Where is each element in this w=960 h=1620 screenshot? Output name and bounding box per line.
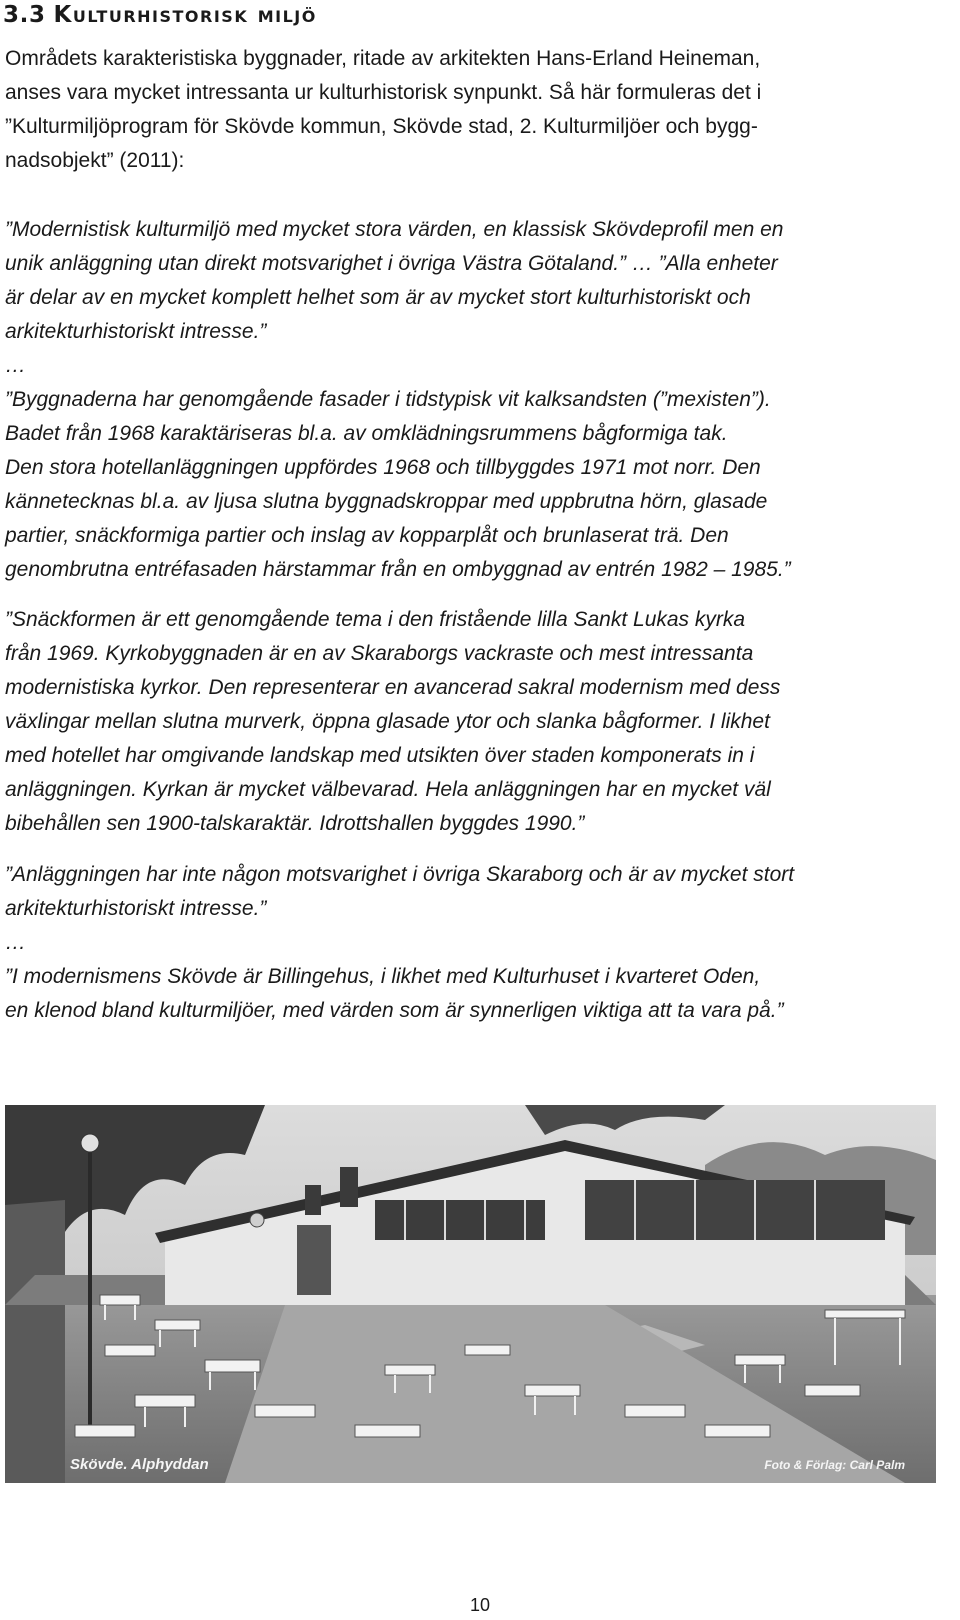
chimney xyxy=(305,1185,321,1215)
chimney xyxy=(340,1167,358,1207)
quote-line: genombrutna entréfasaden härstammar från en ombyggnad av entrén 1982 – 1985.” xyxy=(5,558,791,581)
quote-line: arkitekturhistoriskt intresse.” xyxy=(5,897,267,920)
quote-block-2 xyxy=(5,603,940,841)
section-heading xyxy=(3,2,317,28)
intro-line: ”Kulturmiljöprogram för Skövde kommun, Skövde stad, 2. Kulturmiljöer och bygg- xyxy=(5,115,758,138)
section-title: Kulturhistorisk miljö xyxy=(53,2,317,28)
ellipsis-line: … xyxy=(5,354,26,377)
ellipsis-line: … xyxy=(5,931,26,954)
lamp-globe xyxy=(81,1134,99,1152)
historic-photo xyxy=(5,1105,936,1483)
quote-block-3 xyxy=(5,858,940,1028)
section-number: 3.3 xyxy=(3,2,46,28)
quote-line: Badet från 1968 karaktäriseras bl.a. av omklädningsrummens bågformiga tak. xyxy=(5,422,728,445)
intro-line: nadsobjekt” (2011): xyxy=(5,149,185,172)
building-windows xyxy=(585,1180,885,1240)
intro-line: Områdets karakteristiska byggnader, ritade av arkitekten Hans-Erland Heineman, xyxy=(5,47,761,70)
building-door xyxy=(297,1225,331,1295)
quote-line: från 1969. Kyrkobyggnaden är en av Skaraborgs vackraste och mest intressanta xyxy=(5,642,754,665)
quote-line: kännetecknas bl.a. av ljusa slutna byggnadskroppar med uppbrutna hörn, glasade xyxy=(5,490,768,513)
quote-line: Den stora hotellanläggningen uppfördes 1968 och tillbyggdes 1971 mot norr. Den xyxy=(5,456,761,479)
quote-line: växlingar mellan slutna murverk, öppna glasade ytor och slanka bågformer. I likhet xyxy=(5,710,770,733)
quote-line: arkitekturhistoriskt intresse.” xyxy=(5,320,267,343)
quote-line: anläggningen. Kyrkan är mycket välbevarad. Hela anläggningen har en mycket väl xyxy=(5,778,771,801)
quote-line: ”I modernismens Skövde är Billingehus, i likhet med Kulturhuset i kvarteret Oden, xyxy=(5,965,761,988)
quote-line: ”Modernistisk kulturmiljö med mycket stora värden, en klassisk Skövdeprofil men en xyxy=(5,218,784,241)
page-number: 10 xyxy=(469,1595,491,1615)
quote-line: modernistiska kyrkor. Den representerar en avancerad sakral modernism med dess xyxy=(5,676,781,699)
quote-line: är delar av en mycket komplett helhet som är av mycket stort kulturhistoriskt och xyxy=(5,286,751,309)
intro-paragraph xyxy=(5,42,940,178)
quote-line: ”Anläggningen har inte någon motsvarighet i övriga Skaraborg och är av mycket stort xyxy=(5,863,795,886)
stone-wall xyxy=(5,1200,65,1483)
photo-caption-left: Skövde. Alphyddan xyxy=(70,1456,209,1473)
photo-caption-right: Foto & Förlag: Carl Palm xyxy=(764,1458,905,1472)
quote-line: unik anläggning utan direkt motsvarighet i övriga Västra Götaland.” … ”Alla enheter xyxy=(5,252,778,275)
intro-line: anses vara mycket intressanta ur kulturhistorisk synpunkt. Så här formuleras det i xyxy=(5,81,762,104)
quote-line: bibehållen sen 1900-talskaraktär. Idrottshallen byggdes 1990.” xyxy=(5,812,585,835)
quote-line: med hotellet har omgivande landskap med utsikten över staden komponerats in i xyxy=(5,744,755,767)
quote-line: en klenod bland kulturmiljöer, med värden som är synnerligen viktiga att ta vara på.” xyxy=(5,999,784,1022)
quote-block-1 xyxy=(5,213,940,587)
quote-line: partier, snäckformiga partier och inslag av kopparplåt och brunlaserat trä. Den xyxy=(5,524,729,547)
quote-line: ”Byggnaderna har genomgående fasader i tidstypisk vit kalksandsten (”mexisten”). xyxy=(5,388,771,411)
quote-line: ”Snäckformen är ett genomgående tema i den fristående lilla Sankt Lukas kyrka xyxy=(5,608,746,631)
building-windows xyxy=(375,1200,545,1240)
